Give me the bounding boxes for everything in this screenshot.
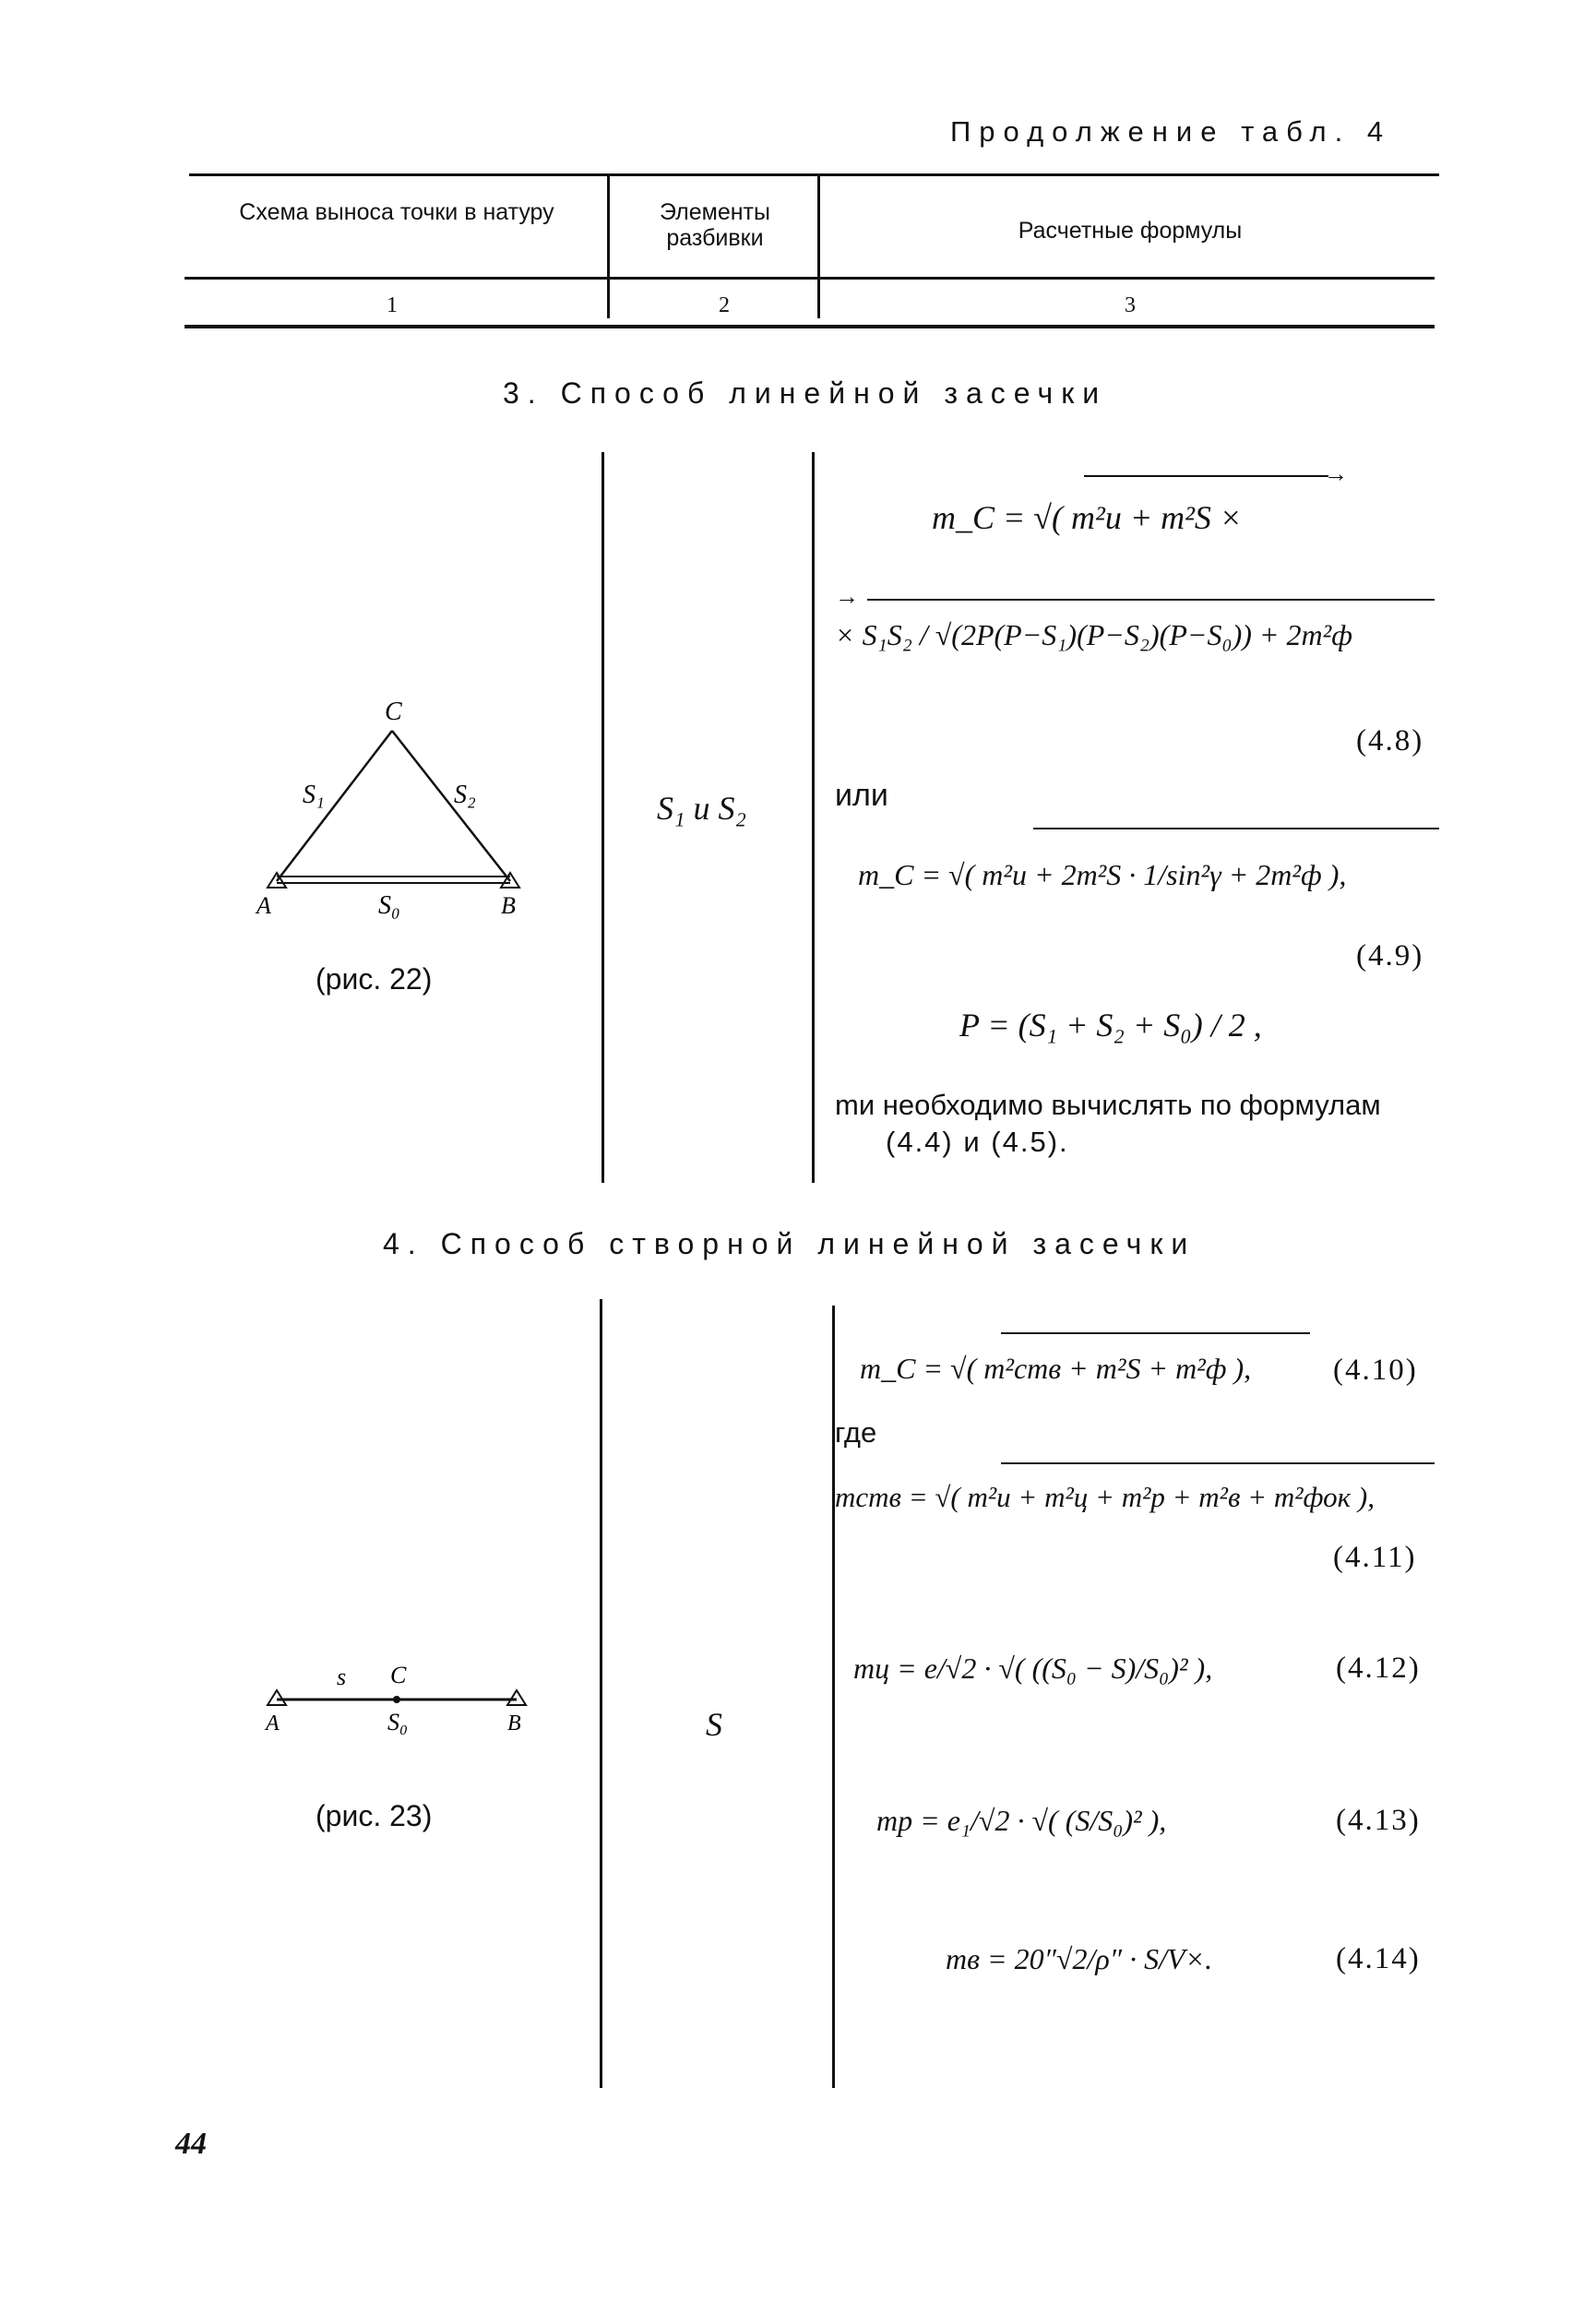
figure-23-caption: (рис. 23) (316, 1799, 433, 1832)
section3-divider-1 (601, 452, 604, 1183)
arrow-right-icon: → (1324, 460, 1348, 487)
formula-4-10: m_C = √( m²ств + m²S + m²ф ), (860, 1352, 1252, 1385)
formula-4-11: mств = √( m²и + m²ц + m²р + m²в + m²фок ), (835, 1481, 1375, 1513)
formula-4-9-radical-bar (1033, 828, 1439, 829)
page-number: 44 (175, 2127, 207, 2161)
formula-4-11-radical-bar (1001, 1462, 1435, 1464)
fig22-label-S2: S₂ (454, 781, 476, 809)
fig23-label-C: C (390, 1662, 407, 1688)
fig23-label-B: B (507, 1712, 521, 1735)
formula-4-9: m_C = √( m²и + 2m²S · 1/sin²γ + 2m²ф ), (858, 858, 1347, 891)
col-number-2: 2 (719, 293, 730, 317)
note-line-1: mи необходимо вычислять по формулам (835, 1089, 1381, 1121)
equation-number-4-14: (4.14) (1336, 1942, 1421, 1975)
col-number-1: 1 (387, 293, 398, 317)
header-bottom-rule (185, 325, 1435, 328)
formula-P: P = (S₁ + S₂ + S₀) / 2 , (959, 1007, 1262, 1044)
where-word: где (835, 1416, 877, 1449)
section4-elements: S (706, 1706, 722, 1743)
header-col2: Элементы разбивки (660, 199, 770, 251)
formula-4-8-radical-bar-1 (1084, 475, 1328, 477)
continuation-label: Продолжение табл. 4 (950, 115, 1392, 148)
formula-4-13: mр = e₁/√2 · √( (S/S₀)² ), (876, 1804, 1167, 1837)
fig22-label-S1: S₁ (303, 781, 325, 809)
equation-number-4-11: (4.11) (1333, 1541, 1417, 1574)
fig23-label-S0: S₀ (387, 1709, 409, 1735)
equation-number-4-12: (4.12) (1336, 1652, 1421, 1685)
formula-4-8-line1: m_C = √( m²и + m²S × (932, 499, 1243, 536)
section4-title: 4. Способ створной линейной засечки (383, 1227, 1197, 1260)
formula-4-8-radical-bar-2 (867, 599, 1435, 601)
header-col3: Расчетные формулы (1018, 218, 1243, 244)
equation-number-4-9: (4.9) (1356, 939, 1424, 972)
figure-23-line (249, 1652, 554, 1744)
fig22-label-C: C (385, 698, 402, 726)
figure-22-caption: (рис. 22) (316, 962, 433, 996)
fig22-label-S0: S₀ (378, 891, 400, 920)
fig22-label-A: A (256, 892, 271, 919)
formula-4-8-line2: × S₁S₂ / √(2P(P−S₁)(P−S₂)(P−S₀)) + 2m²ф (835, 618, 1352, 651)
equation-number-4-8: (4.8) (1356, 724, 1424, 757)
figure-22-triangle (249, 692, 554, 932)
section3-title: 3. Способ линейной засечки (503, 376, 1108, 410)
arrow-right-icon-2: → (835, 583, 859, 610)
section3-elements: S₁ и S₂ (657, 790, 747, 827)
formula-4-14: mв = 20″√2/ρ″ · S/V×. (946, 1942, 1213, 1975)
formula-4-12: mц = e/√2 · √( ((S₀ − S)/S₀)² ), (853, 1652, 1213, 1685)
header-mid-rule (185, 277, 1435, 280)
header-divider-1 (607, 175, 610, 318)
formula-4-10-radical-bar (1001, 1332, 1310, 1334)
table-top-rule (189, 173, 1439, 176)
header-col1: Схема выноса точки в натуру (239, 199, 554, 225)
header-divider-2 (817, 175, 820, 318)
equation-number-4-13: (4.13) (1336, 1804, 1421, 1837)
col-number-3: 3 (1125, 293, 1136, 317)
section3-divider-2 (812, 452, 815, 1183)
fig23-label-A: A (266, 1712, 280, 1735)
equation-number-4-10: (4.10) (1333, 1354, 1418, 1387)
or-word: или (835, 778, 888, 813)
fig23-label-s: s (337, 1664, 347, 1690)
note-line-2: (4.4) и (4.5). (886, 1126, 1069, 1158)
fig22-label-B: B (501, 892, 516, 919)
section4-divider-1 (600, 1299, 602, 2088)
